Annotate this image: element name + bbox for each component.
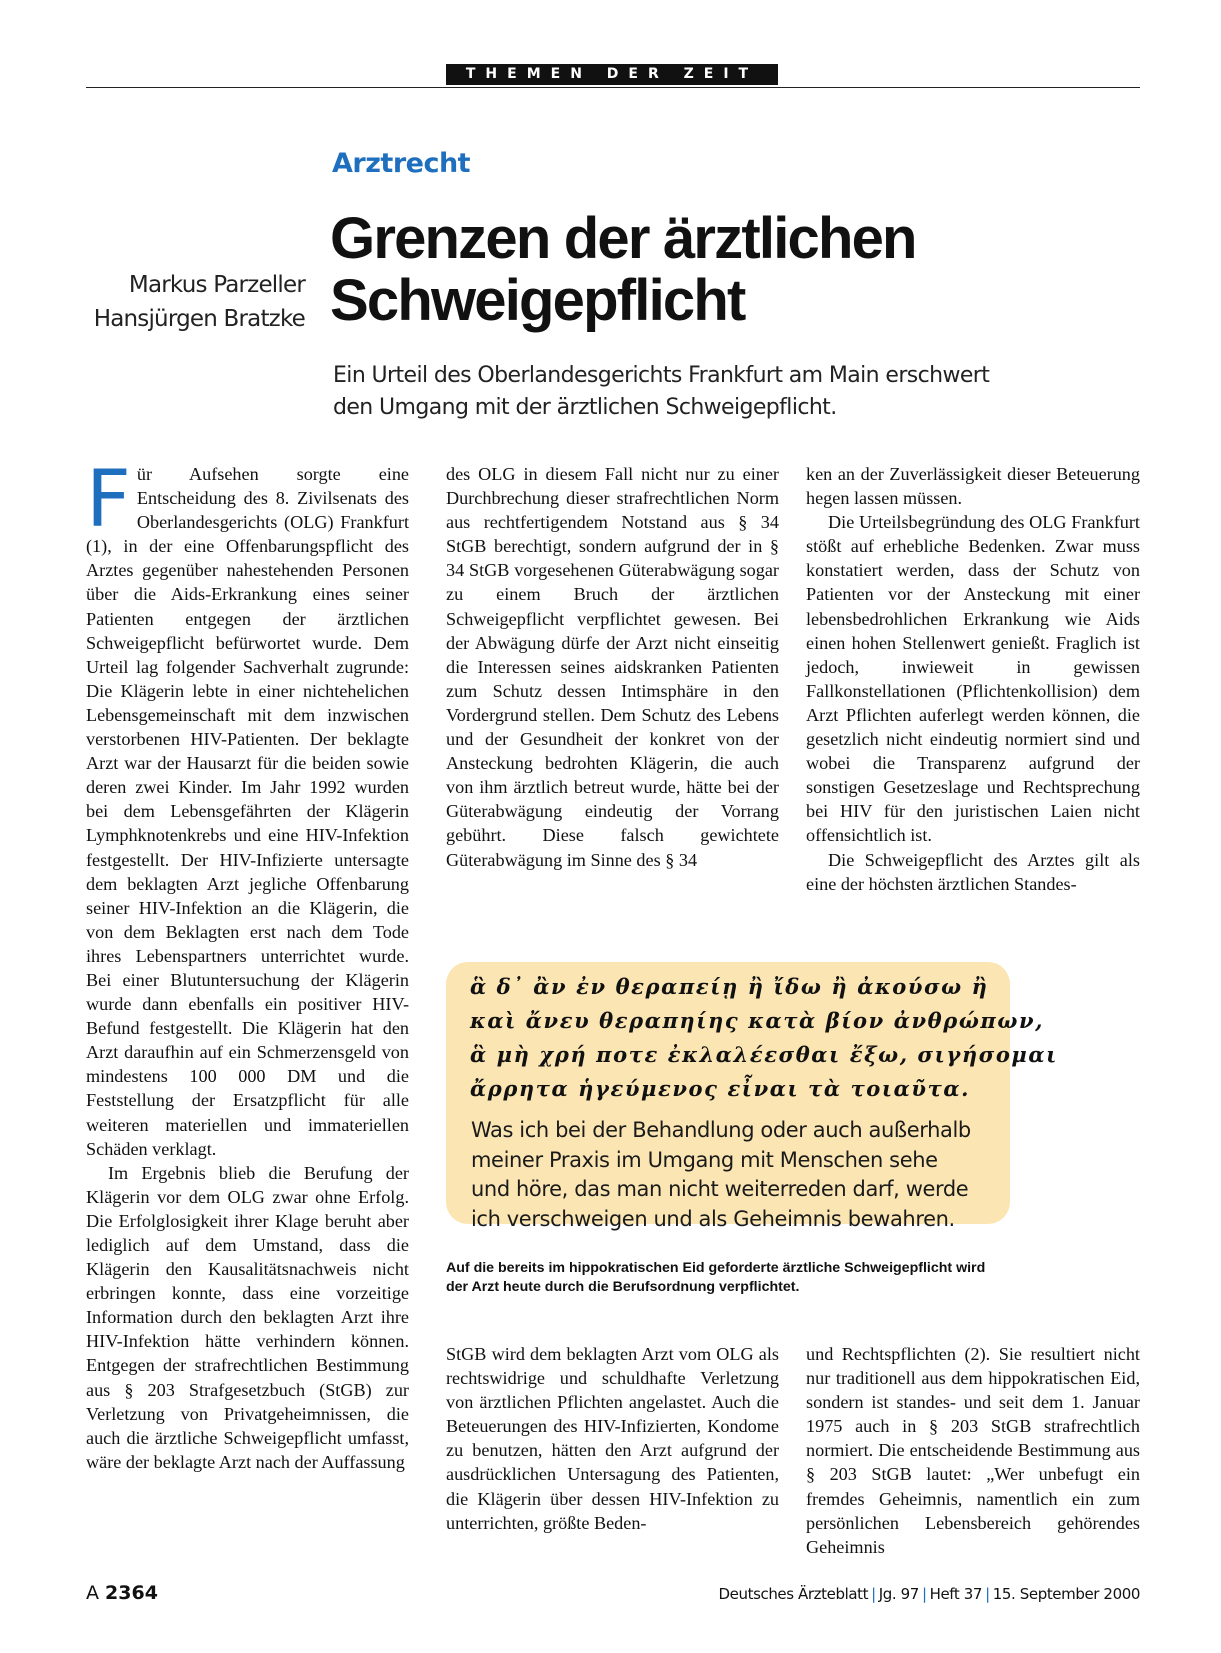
translation-line: und höre, das man nicht weiterreden darf, werde: [471, 1177, 969, 1201]
journal-info: [719, 1585, 1141, 1603]
page-number: [86, 1582, 158, 1604]
separator: |: [985, 1585, 990, 1603]
paragraph: Die Urteilsbegründung des OLG Frankfurt stößt auf erhebliche Bedenken. Zwar muss konstatiert werden, dass der Schutz von Patienten vor der Ansteckung mit einer lebensbedrohlichen Erkrankung wie Aids einen hohen Stellenwert genießt. Fraglich ist jedoch, inwieweit in gewissen Fallkonstellationen (Pflichtenkollision) dem Arzt Pflichten auferlegt werden können, die gesetzlich nicht eindeutig normiert sind und wobei die Transparenz aufgrund der sonstigen Gesetzeslage und Rechtsprechung bei HIV für den juristischen Laien nicht offensichtlich ist.: [806, 512, 1140, 846]
greek-line: καὶ ἄνευ θεραπηίης κατὰ βίον ἀνθρώπων,: [470, 1008, 1045, 1033]
greek-line: ἃ δ᾽ ἂν ἐν θεραπείῃ ἢ ἴδω ἢ ἀκούσω ἢ: [470, 974, 989, 999]
body-column-3-top: [806, 462, 1140, 896]
caption-line: der Arzt heute durch die Berufsordnung verpflichtet.: [446, 1278, 800, 1295]
lead-line: den Umgang mit der ärztlichen Schweigepflicht.: [333, 395, 837, 420]
translation-line: Was ich bei der Behandlung oder auch außerhalb: [471, 1118, 971, 1142]
page-number-value: 2364: [105, 1582, 158, 1604]
german-translation: [471, 1116, 1001, 1234]
translation-line: ich verschweigen und als Geheimnis bewahren.: [471, 1206, 955, 1231]
body-column-3-bottom: [806, 1342, 1140, 1559]
greek-quote: [470, 970, 1058, 1106]
separator: |: [871, 1585, 876, 1603]
paragraph: des OLG in diesem Fall nicht nur zu einer Durchbrechung dieser strafrechtlichen Norm aus rechtfertigendem Notstand aus § 34 StGB berechtigt, sondern aufgrund der in § 34 StGB vorgesehenen Güterabwägung sogar zu einem Bruch der ärztlichen Schweigepflicht verpflichtet gewesen. Bei der Abwägung dürfe der Arzt nicht einseitig die Interessen seines aidskranken Patienten zum Schutz dessen Intimsphäre in den Vordergrund stellen. Dem Schutz des Lebens und der Gesundheit der konkret von der Ansteckung bedrohten Klägerin, die auch von ihm ärztlich betreut wurde, hätte bei der Güterabwägung eindeutig der Vorrang gebührt. Diese falsch gewichtete Güterabwägung im Sinne des § 34: [446, 464, 779, 870]
greek-line: ἄρρητα ἡγεύμενος εἶναι τὰ τοιαῦτα.: [470, 1076, 971, 1101]
body-column-2-top: [446, 462, 779, 872]
separator: |: [921, 1585, 927, 1603]
paragraph: Im Ergebnis blieb die Berufung der Klägerin vor dem OLG zwar ohne Erfolg. Die Erfolglosigkeit ihrer Klage beruht aber lediglich auf dem Umstand, dass die Klägerin den Kausalitätsnachweis nicht erbringen konnte, dass eine vorzeitige Information durch den beklagten Arzt ihre HIV-Infektion hätte verhindern können. Entgegen der strafrechtlichen Bestimmung aus § 203 Strafgesetzbuch (StGB) zur Verletzung von Privatgeheimnissen, die auch die ärztliche Schweigepflicht umfasst, wäre der beklagte Arzt nach der Auffassung: [86, 1162, 409, 1472]
lead-line: Ein Urteil des Oberlandesgerichts Frankfurt am Main erschwert: [333, 363, 990, 388]
journal-date: 15. September 2000: [992, 1585, 1140, 1603]
article-lead: [333, 360, 1133, 424]
page-prefix: A: [86, 1582, 99, 1604]
paragraph: und Rechtspflichten (2). Sie resultiert nicht nur traditionell aus dem hippokratischen Eid, sondern ist standes- und seit dem 1. Januar 1975 auch in § 203 StGB strafrechtlich normiert. Die entscheidende Bestimmung aus § 203 StGB lautet: „Wer unbefugt ein fremdes Geheimnis, namentlich ein zum persönlichen Lebensbereich gehörendes Geheimnis: [806, 1344, 1140, 1557]
paragraph: StGB wird dem beklagten Arzt vom OLG als rechtswidrige und schuldhafte Verletzung von ärztlichen Pflichten angelastet. Auch die Beteuerungen des HIV-Infizierten, Kondome zu benutzen, hätten den Arzt aufgrund der ausdrücklichen Untersagung des Patienten, die Klägerin über dessen HIV-Infektion zu unterrichten, größte Beden-: [446, 1344, 779, 1533]
caption-line: Auf die bereits im hippokratischen Eid geforderte ärztliche Schweigepflicht wird: [446, 1260, 986, 1276]
journal-volume: Jg. 97: [878, 1585, 919, 1603]
box-caption: [446, 1259, 1026, 1296]
paragraph: ken an der Zuverlässigkeit dieser Beteuerung hegen lassen müssen.: [806, 464, 1140, 509]
article-category: Arztrecht: [332, 148, 471, 179]
author-name: Markus Parzeller: [128, 272, 305, 298]
translation-line: meiner Praxis im Umgang mit Menschen sehe: [471, 1147, 938, 1172]
journal-name: Deutsches Ärzteblatt: [718, 1585, 869, 1603]
author-name: Hansjürgen Bratzke: [93, 306, 305, 332]
body-column-2-bottom: [446, 1342, 779, 1535]
paragraph-text: ür Aufsehen sorgte eine Entscheidung des 8. Zivilsenats des Oberlandesgerichts (OLG) Frankfurt (1), in der eine Offenbarungspflicht des Arztes gegenüber nahestehenden Personen über die Aids-Erkrankung eines seiner Patienten entgegen der ärztlichen Schweigepflicht befürwortet wurde. Dem Urteil lag folgender Sachverhalt zugrunde: Die Klägerin lebte in einer nichtehelichen Lebensgemeinschaft mit dem inzwischen verstorbenen HIV-Patienten. Der beklagte Arzt war der Hausarzt für die beiden sowie deren zwei Kinder. Im Jahr 1992 wurden bei dem Lebensgefährten der Klägerin Lymphknotenkrebs und eine HIV-Infektion festgestellt. Der HIV-Infizierte untersagte dem beklagten Arzt jegliche Offenbarung seiner HIV-Infektion an die Klägerin, die von dem Beklagten erst nach dem Tode ihres Lebenspartners unterrichtet wurde. Bei einer Blutuntersuchung der Klägerin wurde dann ebenfalls ein positiver HIV-Befund festgestellt. Die Klägerin hat den Arzt daraufhin auf ein Schmerzensgeld von mindestens 100 000 DM und die Feststellung der Ersatzpflicht für alle weiteren materiellen und immateriellen Schäden verklagt.: [86, 464, 409, 1159]
journal-issue: Heft 37: [929, 1585, 983, 1603]
paragraph: [86, 455, 409, 1161]
article-title: [330, 208, 1130, 332]
paragraph: Die Schweigepflicht des Arztes gilt als eine der höchsten ärztlichen Standes-: [806, 849, 1140, 894]
authors: [60, 268, 305, 336]
body-column-1: [86, 455, 409, 1474]
title-line: Grenzen der ärztlichen: [330, 206, 916, 271]
section-label: THEMEN DER ZEIT: [446, 64, 778, 85]
title-line: Schweigepflicht: [330, 268, 745, 333]
greek-line: ἃ μὴ χρή ποτε ἐκλαλέεσθαι ἔξω, σιγήσομαι: [470, 1042, 1058, 1067]
drop-cap: F: [86, 455, 131, 545]
